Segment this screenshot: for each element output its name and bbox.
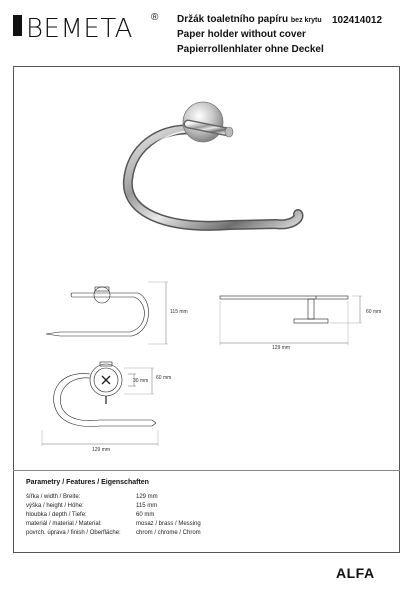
- brand-logo: BEMETA: [26, 14, 133, 44]
- top-view-drawing: [42, 362, 158, 446]
- front-view-drawing: [46, 282, 168, 344]
- parameters-title: Parametry / Features / Eigenschaften: [26, 479, 149, 486]
- parameters-separator: [13, 470, 400, 471]
- param-value: chrom / chrome / Chrom: [136, 530, 201, 536]
- param-label: hloubka / depth / Tiefe:: [26, 512, 87, 518]
- param-value: 115 mm: [136, 503, 158, 509]
- top-depth-label: 60 mm: [156, 375, 172, 381]
- param-label: šířka / width / Breite:: [26, 494, 81, 500]
- series-name: ALFA: [336, 565, 375, 581]
- param-value: 129 mm: [136, 494, 158, 500]
- param-value: 60 mm: [136, 512, 155, 518]
- product-photo: [128, 102, 299, 226]
- title-german: Papierrollenhlater ohne Deckel: [177, 44, 324, 55]
- top-hole-label: 30 mm: [133, 378, 149, 384]
- title-czech-main: Držák toaletního papíru: [177, 14, 289, 25]
- product-code: 102414012: [332, 15, 383, 26]
- side-width-label: 129 mm: [272, 345, 291, 351]
- top-width-label: 129 mm: [92, 447, 111, 453]
- param-label: materiál / material / Material:: [26, 521, 102, 527]
- title-czech-suffix: bez krytu: [290, 17, 322, 24]
- side-view-drawing: [220, 296, 362, 345]
- registered-mark: ®: [151, 12, 159, 23]
- title-english: Paper holder without cover: [177, 29, 306, 40]
- side-depth-label: 60 mm: [366, 309, 382, 315]
- front-height-label: 115 mm: [170, 309, 188, 315]
- param-label: výška / height / Höhe:: [26, 503, 84, 509]
- param-label: povrch. úprava / finish / Oberfläche:: [26, 530, 121, 536]
- param-value: mosaz / brass / Messing: [136, 521, 201, 527]
